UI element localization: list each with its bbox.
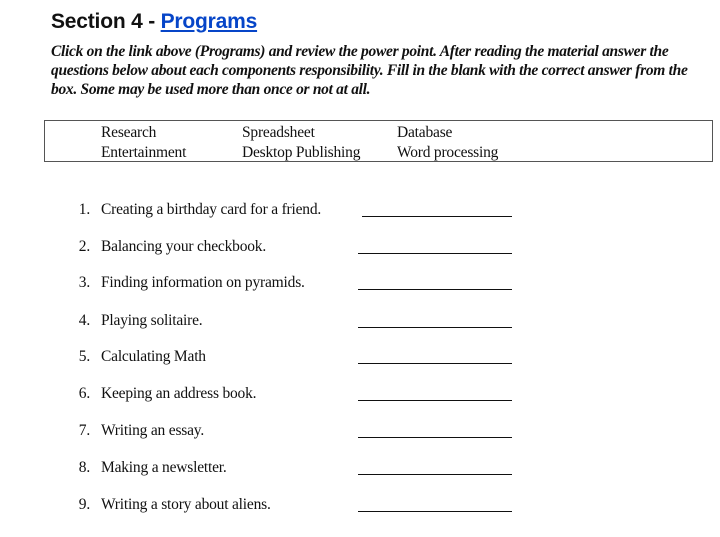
question-text: Finding information on pyramids. xyxy=(101,274,305,291)
question-6 xyxy=(0,385,720,407)
question-text: Playing solitaire. xyxy=(101,312,203,329)
question-9 xyxy=(0,496,720,518)
section-title-prefix: Section 4 - xyxy=(51,10,161,33)
question-8 xyxy=(0,459,720,481)
word-word-processing: Word processing xyxy=(397,144,499,161)
word-entertainment: Entertainment xyxy=(101,144,187,161)
question-text: Calculating Math xyxy=(101,348,206,365)
section-title xyxy=(51,10,257,34)
question-number: 7. xyxy=(78,422,90,439)
question-7 xyxy=(0,422,720,444)
answer-blank[interactable] xyxy=(358,437,512,438)
question-5 xyxy=(0,348,720,370)
question-number: 3. xyxy=(78,274,90,291)
word-desktop-publishing: Desktop Publishing xyxy=(242,144,361,161)
answer-blank[interactable] xyxy=(358,400,512,401)
answer-blank[interactable] xyxy=(358,511,512,512)
word-database: Database xyxy=(397,124,453,141)
question-number: 8. xyxy=(78,459,90,476)
question-number: 5. xyxy=(78,348,90,365)
answer-blank[interactable] xyxy=(358,363,512,364)
word-research: Research xyxy=(101,124,157,141)
question-text: Keeping an address book. xyxy=(101,385,257,402)
answer-blank[interactable] xyxy=(358,289,512,290)
question-text: Making a newsletter. xyxy=(101,459,227,476)
question-number: 9. xyxy=(78,496,90,513)
word-bank-box xyxy=(44,120,713,162)
question-text: Balancing your checkbook. xyxy=(101,238,267,255)
answer-blank[interactable] xyxy=(358,474,512,475)
answer-blank[interactable] xyxy=(358,253,512,254)
question-number: 6. xyxy=(78,385,90,402)
question-number: 1. xyxy=(78,201,90,218)
question-text: Writing an essay. xyxy=(101,422,205,439)
programs-link[interactable]: Programs xyxy=(160,10,258,33)
question-2 xyxy=(0,238,720,260)
answer-blank[interactable] xyxy=(362,216,512,217)
instructions-text: Click on the link above (Programs) and review the power point. After reading the material answer the questions below about each components responsibility. Fill in the blank with the correct answer from the box. Some may be used more than once or not at all. xyxy=(51,43,688,98)
question-4 xyxy=(0,312,720,334)
question-3 xyxy=(0,274,720,296)
question-text: Creating a birthday card for a friend. xyxy=(101,201,322,218)
answer-blank[interactable] xyxy=(358,327,512,328)
question-1 xyxy=(0,201,720,223)
question-number: 2. xyxy=(78,238,90,255)
question-text: Writing a story about aliens. xyxy=(101,496,271,513)
question-number: 4. xyxy=(78,312,90,329)
word-spreadsheet: Spreadsheet xyxy=(242,124,315,141)
